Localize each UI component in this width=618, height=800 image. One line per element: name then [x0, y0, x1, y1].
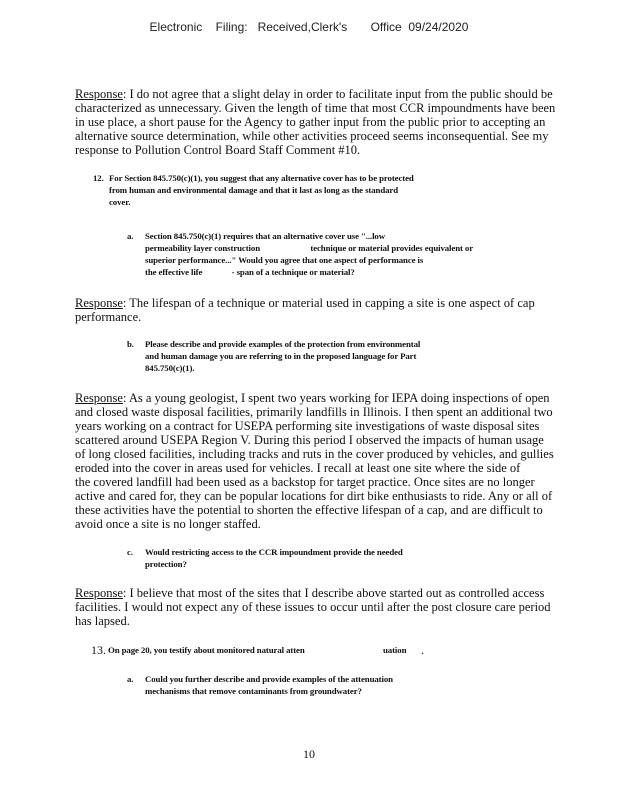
- response-line: response to Pollution Control Board Staff Comment #10.: [75, 143, 361, 157]
- response-label: Response: [75, 87, 123, 101]
- response-line: characterized as unnecessary. Given the length of time that most CCR impoundments have been: [75, 101, 556, 115]
- question-text: Section 845.750(c)(1) requires that an alternative cover use "...low permeability layer construction technique or material provides equivalent or superior performance..." Would you agree that one aspect of performance is the effective life - span of a technique or material?: [145, 231, 474, 277]
- response-line: Response: I believe that most of the sites that I describe above started out as controlled access: [75, 586, 545, 600]
- question-letter: c.: [127, 547, 133, 557]
- response-label: Response: [75, 586, 123, 600]
- response-line: has lapsed.: [75, 614, 130, 628]
- response-line: Response: I do not agree that a slight delay in order to facilitate input from the public should be: [75, 87, 553, 101]
- response-block-4: [75, 586, 575, 628]
- response-line: Response: As a young geologist, I spent two years working for IEPA doing inspections of open: [75, 391, 550, 405]
- response-line: scattered around USEPA Region V. During this period I observed the impacts of human usage: [75, 433, 544, 447]
- response-block-2: [75, 296, 575, 324]
- response-line: alternative source determination, while other activities proceed seems inconsequential. See my: [75, 129, 549, 143]
- question-number: 12.: [93, 173, 104, 183]
- response-block-1: [75, 87, 575, 157]
- question-13: [91, 643, 511, 657]
- response-block-3: [75, 391, 575, 531]
- question-text: Could you further describe and provide examples of the attenuation mechanisms that remove contaminants from groundwater?: [145, 674, 393, 696]
- filing-header: Electronic Filing: Received,Clerk's Office 09/24/2020: [149, 20, 469, 34]
- question-letter: a.: [127, 231, 134, 241]
- page-number: 10: [303, 747, 315, 761]
- response-line: facilities. I would not expect any of these issues to occur until after the post closure care period: [75, 600, 551, 614]
- response-line: of long closed facilities, including tracks and ruts in the cover produced by vehicles, and gullies: [75, 447, 554, 461]
- question-text-end: .: [421, 643, 424, 657]
- response-line: performance.: [75, 310, 142, 324]
- question-letter: b.: [127, 339, 134, 349]
- response-line: and closed waste disposal facilities, primarily landfills in Illinois. I then spent an additional two: [75, 405, 553, 419]
- response-line: active and cared for, they can be popular locations for dirt bike enthusiasts to ride. Any or all of: [75, 489, 553, 503]
- question-text: For Section 845.750(c)(1), you suggest that any alternative cover has to be protected from human and environmental damage and that it last as long as the standard cover.: [109, 173, 414, 207]
- response-label: Response: [75, 391, 123, 405]
- question-text: On page 20, you testify about monitored natural atten: [108, 645, 305, 655]
- response-line: years working on a contract for USEPA performing site investigations of waste disposal sites: [75, 419, 540, 433]
- question-text: Please describe and provide examples of the protection from environmental and human damage you are referring to in the proposed language for Part 845.750(c)(1).: [145, 339, 421, 373]
- question-number: 13.: [91, 643, 106, 657]
- question-letter: a.: [127, 674, 134, 684]
- response-line: eroded into the cover in areas used for vehicles. I recall at least one site where the side of: [75, 461, 521, 475]
- response-line: in use place, a short pause for the Agency to gather input from the public prior to accepting an: [75, 115, 546, 129]
- question-text-tail: uation: [383, 645, 407, 655]
- response-label: Response: [75, 296, 123, 310]
- response-line: Response: The lifespan of a technique or material used in capping a site is one aspect of cap: [75, 296, 535, 310]
- response-line: the covered landfill had been used as a backstop for target practice. Once sites are no longer: [75, 475, 535, 489]
- response-line: avoid once a site is no longer staffed.: [75, 517, 261, 531]
- response-line: these activities have the potential to shorten the effective lifespan of a cap, and are difficult to: [75, 503, 543, 517]
- question-text: Would restricting access to the CCR impoundment provide the needed protection?: [145, 547, 403, 569]
